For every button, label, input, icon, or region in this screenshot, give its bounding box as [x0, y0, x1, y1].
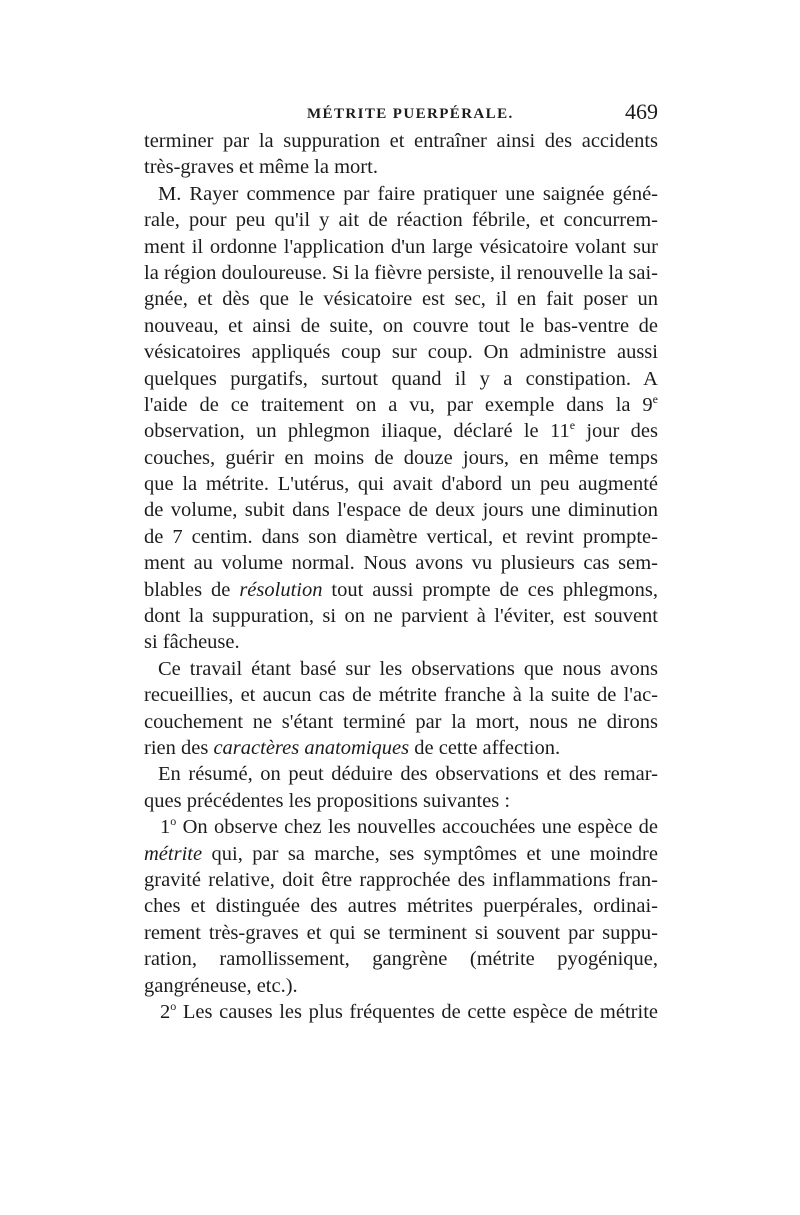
text-line: rement très-graves et qui se terminent si souvent par suppu-	[144, 921, 658, 944]
running-title: MÉTRITE PUERPÉRALE.	[307, 106, 514, 122]
text-line: rale, pour peu qu'il y ait de réaction fébrile, et concurrem-	[144, 209, 658, 232]
text-line	[144, 392, 658, 418]
text-line: la région douloureuse. Si la fièvre persiste, il renouvelle la sai-	[144, 261, 658, 284]
text-fragment: observation, un phlegmon iliaque, déclaré le 11	[144, 420, 570, 443]
text-line	[144, 577, 658, 603]
text-line: ration, ramollissement, gangrène (métrite pyogénique,	[144, 948, 658, 971]
text-line	[144, 418, 658, 444]
paragraph-start-line: Ce travail étant basé sur les observations que nous avons	[158, 657, 658, 680]
paragraph-start-line: M. Rayer commence par faire pratiquer une saignée géné-	[158, 182, 658, 205]
text-line: gravité relative, doit être rapprochée des inflammations fran-	[144, 868, 658, 891]
text-line: nouveau, et ainsi de suite, on couvre tout le bas-ventre de	[144, 314, 658, 337]
text-fragment: blables de	[144, 578, 240, 601]
text-fragment: de cette affection.	[409, 736, 561, 759]
text-line: recueillies, et aucun cas de métrite franche à la suite de l'ac-	[144, 684, 658, 707]
superscript: o	[170, 814, 177, 829]
text-line: ches et distinguée des autres métrites puerpérales, ordinai-	[144, 895, 658, 918]
superscript: e	[569, 418, 576, 433]
text-line: que la métrite. L'utérus, qui avait d'abord un peu augmenté	[144, 473, 658, 496]
text-line: gangréneuse, etc.).	[144, 974, 298, 997]
text-line: ment au volume normal. Nous avons vu plusieurs cas sem-	[144, 552, 658, 575]
text-line: couchement ne s'étant terminé par la mort, nous ne dirons	[144, 710, 658, 733]
page-header	[144, 98, 658, 128]
text-line: très-graves et même la mort.	[144, 156, 378, 179]
text-line	[144, 735, 658, 761]
paragraph-start-line	[144, 999, 658, 1025]
paragraph-start-line: En résumé, on peut déduire des observations et des remar-	[158, 763, 658, 786]
text-fragment: jour des	[575, 420, 658, 443]
text-fragment: On observe chez les nouvelles accouchées une espèce de	[176, 816, 658, 839]
italic-term: caractères anatomiques	[213, 736, 410, 759]
text-line: de volume, subit dans l'espace de deux jours une diminution	[144, 499, 658, 522]
text-fragment: qui, par sa marche, ses symptômes et une moindre	[202, 842, 658, 865]
text-line: de 7 centim. dans son diamètre vertical, et revint prompte-	[144, 525, 658, 548]
text-fragment: tout aussi prompte de ces phlegmons,	[322, 578, 659, 601]
text-line: si fâcheuse.	[144, 631, 240, 654]
text-line: dont la suppuration, si on ne parvient à l'éviter, est souvent	[144, 605, 658, 628]
italic-term: résolution	[239, 578, 323, 601]
text-fragment: l'aide de ce traitement on a vu, par exemple dans la 9	[144, 393, 653, 416]
superscript: e	[652, 391, 658, 406]
text-fragment: 1	[160, 816, 171, 839]
text-line: quelques purgatifs, surtout quand il y a constipation. A	[144, 367, 658, 390]
text-line: ment il ordonne l'application d'un large vésicatoire volant sur	[144, 235, 658, 258]
text-line: vésicatoires appliqués coup sur coup. On administre aussi	[144, 341, 658, 364]
page-number: 469	[625, 99, 658, 124]
text-fragment: 2	[160, 1000, 171, 1023]
text-line: couches, guérir en moins de douze jours, en même temps	[144, 446, 658, 469]
superscript: o	[170, 998, 177, 1013]
text-line: ques précédentes les propositions suivantes :	[144, 789, 511, 812]
text-line	[144, 841, 658, 867]
text-line: gnée, et dès que le vésicatoire est sec, il en fait poser un	[144, 288, 658, 311]
text-fragment: rien des	[144, 736, 214, 759]
text-fragment: Les causes les plus fréquentes de cette espèce de métrite	[176, 1000, 658, 1023]
paragraph-start-line	[144, 814, 658, 840]
body-text	[144, 128, 658, 1025]
italic-term: métrite	[144, 842, 203, 865]
text-line: terminer par la suppuration et entraîner ainsi des accidents	[144, 130, 658, 152]
